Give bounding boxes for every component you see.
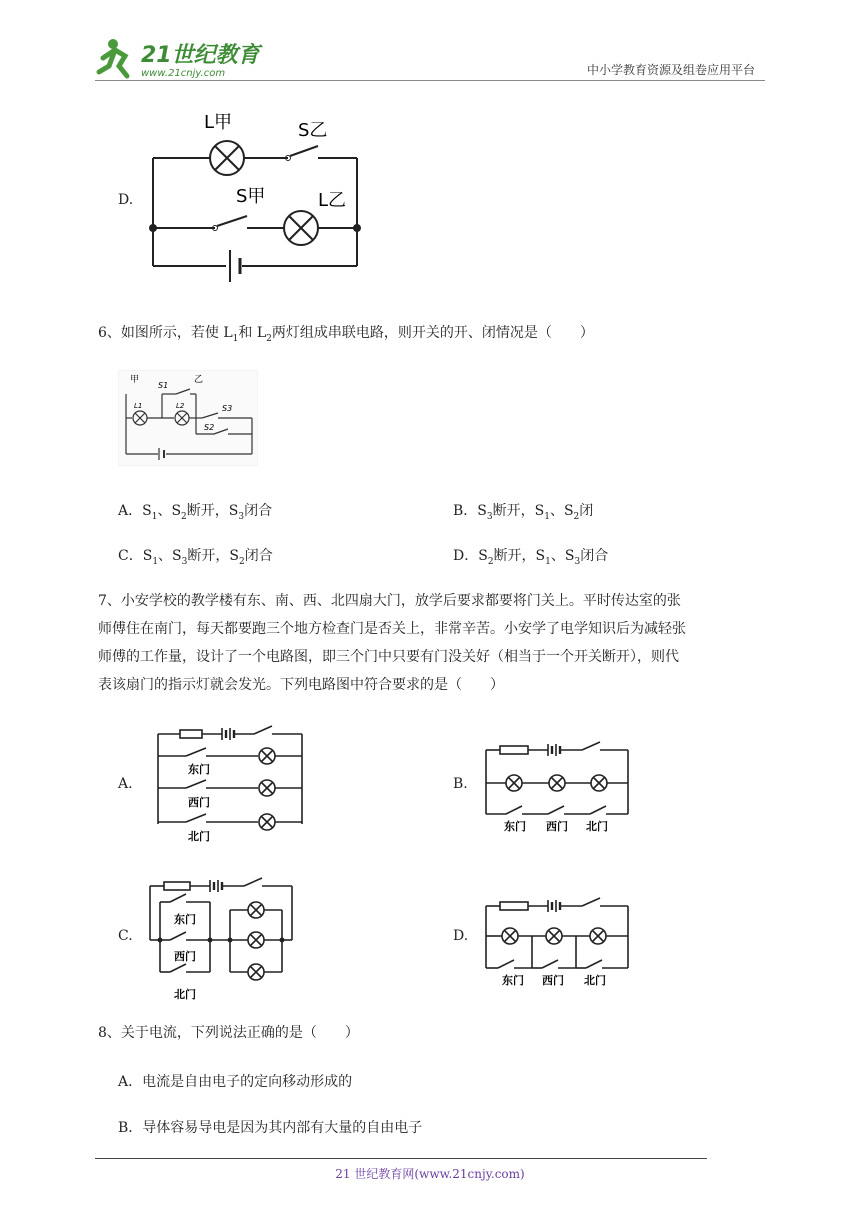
q7d-west-label: 西门 [542,974,564,987]
q7-circuit-a [150,720,310,845]
q6-stem: 6、如图所示，若使 $L_1$和 $L_2$两灯组成串联电路，则开关的开、闭情况是（ ） [98,325,594,344]
runner-icon [99,39,127,76]
q7c-east-label: 东门 [174,913,196,926]
q6-option-a: A．$S_1$、$S_2$断开，$S_3$闭合 [118,503,273,522]
site-logo [95,36,270,81]
q6-label-yi: 乙 [194,375,204,385]
q6-option-b: B．$S_3$断开，$S_1$、$S_2$闭 [453,503,594,522]
q8-option-a: A．电流是自由电子的定向移动形成的 [118,1074,353,1090]
q7d-north-label: 北门 [584,974,606,987]
q7d-east-label: 东门 [502,974,524,987]
q7-circuit-c [140,868,300,1004]
q7a-north-label: 北门 [188,830,210,843]
q6-label-jia: 甲 [130,375,140,385]
q7b-west-label: 西门 [546,820,568,833]
q5-switch-b-label: S乙 [298,120,328,141]
logo-url: www.21cnjy.com [141,68,226,79]
q6-label-s2: S2 [204,423,215,432]
logo-text: 21世纪教育 [141,43,260,68]
q7b-east-label: 东门 [504,820,526,833]
q7-option-d-label: D. [453,928,469,944]
footer-text: 21 世纪教育网(www.21cnjy.com) [335,1167,525,1181]
header-platform-text: 中小学教育资源及组卷应用平台 [586,63,755,77]
q7-circuit-d [478,888,638,988]
q6-label-l1: L1 [134,402,143,410]
header-divider [95,80,765,81]
q7-option-c-label: C. [118,928,133,944]
q6-label-s3: S3 [222,404,233,413]
q6-option-d: D．$S_2$断开，$S_1$、$S_3$闭合 [453,548,609,567]
q8-stem: 8、关于电流，下列说法正确的是（ ） [98,1025,359,1041]
q5-option-d-label: D. [118,192,134,208]
q7-stem: 7、小安学校的教学楼有东、南、西、北四扇大门，放学后要求都要将门关上。平时传达室的张 师傅住在南门，每天都要跑三个地方检查门是否关上，非常辛苦。小安学了电学知识后为减轻张 师傅的工作量，设计了一个电路图，即三个门中只要有门没关好（相当于一个开关断开），则代 表该扇门的指示灯就会发光。下列电路图中符合要求的是（ ） [98,593,686,693]
q5-lamp-b-label: L乙 [318,190,347,211]
q7a-east-label: 东门 [188,763,210,776]
q7-option-b-label: B. [453,776,468,792]
q5-lamp-a-label: L甲 [204,112,233,133]
q5-circuit-d [140,108,370,288]
q6-label-s1: S1 [158,381,169,390]
q6-circuit-figure [118,370,258,466]
q8-option-b: B．导体容易导电是因为其内部有大量的自由电子 [118,1120,423,1136]
q7c-north-label: 北门 [174,988,196,1001]
q7-circuit-b [478,736,638,836]
q7b-north-label: 北门 [586,820,608,833]
q6-option-c: C．$S_1$、$S_3$断开，$S_2$闭合 [118,548,273,567]
q5-switch-a-label: S甲 [236,186,266,207]
footer-divider [95,1158,707,1159]
q6-label-l2: L2 [176,402,185,410]
q7a-west-label: 西门 [188,796,210,809]
q7c-west-label: 西门 [174,950,196,963]
q7-option-a-label: A. [118,776,133,792]
